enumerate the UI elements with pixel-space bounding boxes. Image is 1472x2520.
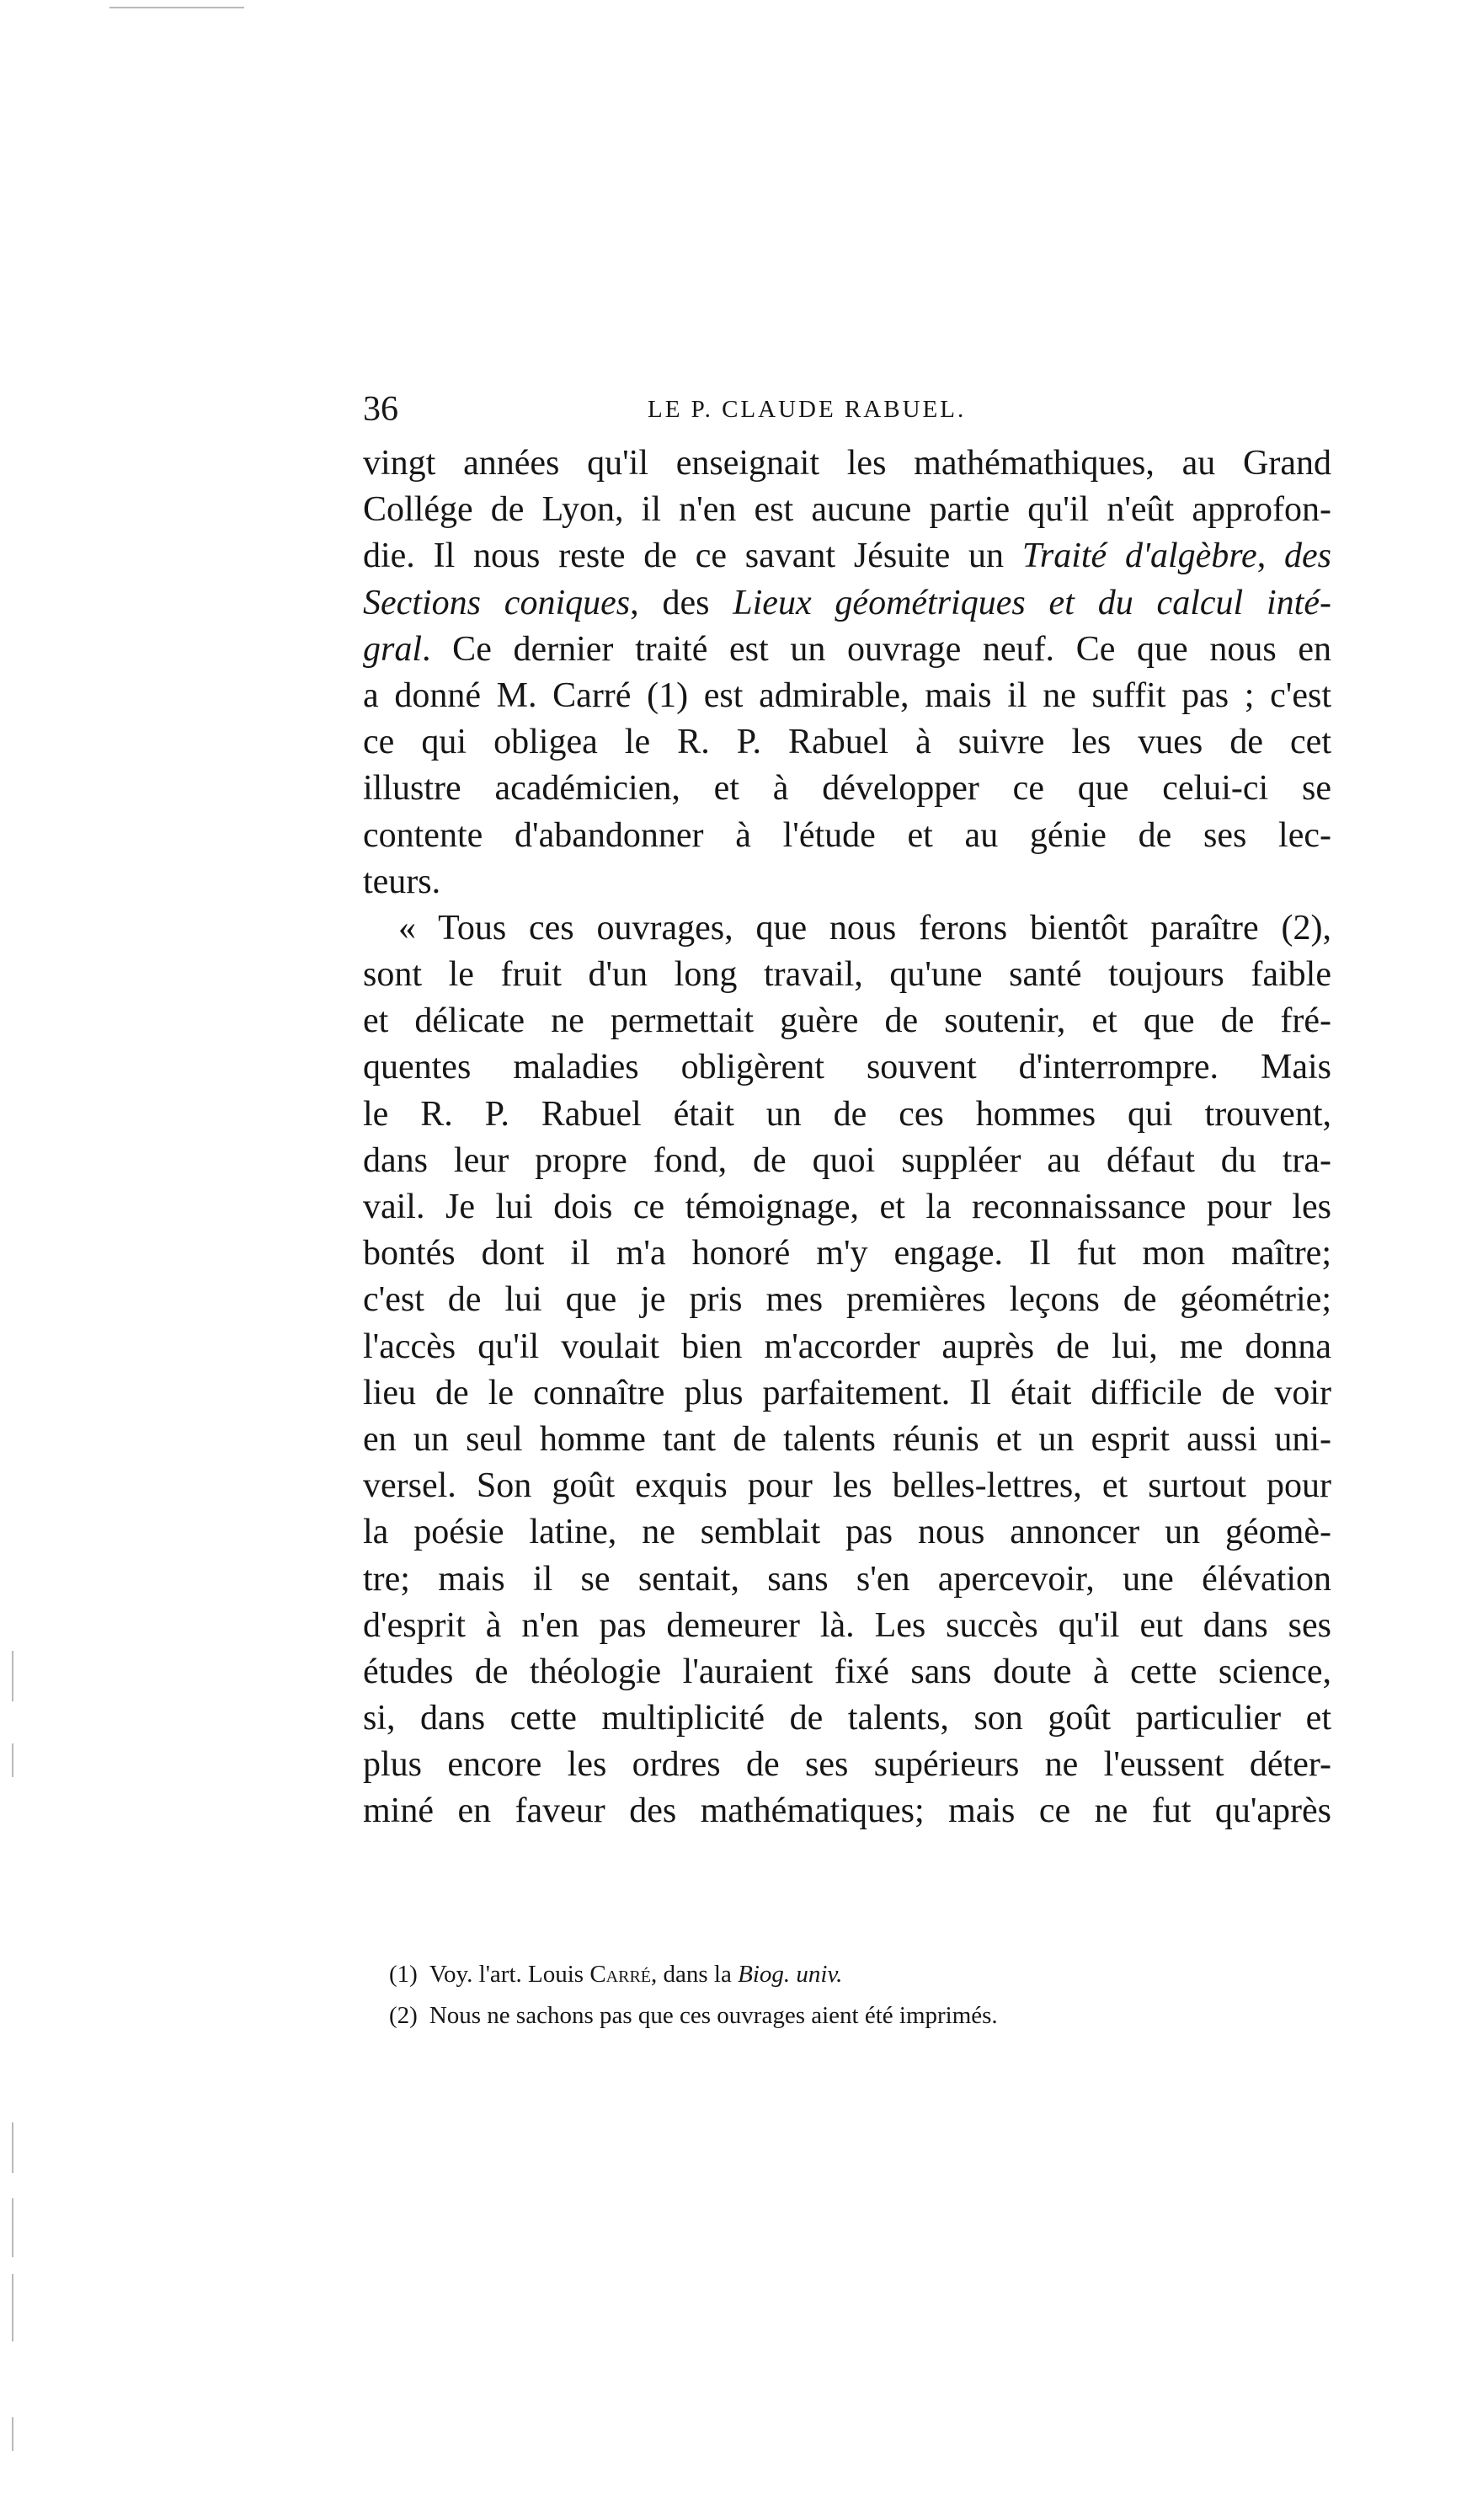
scan-edge-mark xyxy=(12,2274,13,2341)
text-line: et délicate ne permettait guère de soutenir, et que de fré- xyxy=(363,1001,1331,1041)
text-line: die. Il nous reste de ce savant Jésuite un Traité d'algèbre, des xyxy=(363,537,1331,576)
text-line: a donné M. Carré (1) est admirable, mais il ne suffit pas ; c'est xyxy=(363,675,1331,715)
text-line: ce qui obligea le R. P. Rabuel à suivre les vues de cet xyxy=(363,723,1331,762)
text-line: dans leur propre fond, de quoi suppléer au défaut du tra- xyxy=(363,1140,1331,1180)
footnote-1: (1) Voy. l'art. Louis Carré, dans la Biog. univ. xyxy=(389,1961,843,1988)
text-line: vail. Je lui dois ce témoignage, et la reconnaissance pour les xyxy=(363,1188,1331,1226)
text-line: en un seul homme tant de talents réunis et un esprit aussi uni- xyxy=(363,1419,1331,1459)
text-line: lieu de le connaître plus parfaitement. Il était difficile de voir xyxy=(363,1373,1331,1412)
text-line: c'est de lui que je pris mes premières leçons de géométrie; xyxy=(363,1280,1331,1320)
text-line: si, dans cette multiplicité de talents, son goût particulier et xyxy=(363,1699,1331,1738)
text-line: Sections coniques, des Lieux géométriques et du calcul inté- xyxy=(363,583,1331,622)
text-line: plus encore les ordres de ses supérieurs ne l'eussent déter- xyxy=(363,1745,1331,1785)
text-line: tre; mais il se sentait, sans s'en apercevoir, une élévation xyxy=(363,1559,1331,1599)
text-line: études de théologie l'auraient fixé sans doute à cette science, xyxy=(363,1652,1331,1691)
text-line: teurs. xyxy=(363,862,441,901)
text-line: quentes maladies obligèrent souvent d'interrompre. Mais xyxy=(363,1048,1331,1087)
text-line: l'accès qu'il voulait bien m'accorder auprès de lui, me donna xyxy=(363,1327,1331,1366)
text-line: versel. Son goût exquis pour les belles-lettres, et surtout pour xyxy=(363,1466,1331,1506)
text-line: Collége de Lyon, il n'en est aucune partie qu'il n'eût approfon- xyxy=(363,490,1331,530)
running-head: LE P. CLAUDE RABUEL. xyxy=(648,396,967,423)
text-line: vingt années qu'il enseignait les mathémathiques, au Grand xyxy=(363,444,1331,483)
text-line: le R. P. Rabuel était un de ces hommes qui trouvent, xyxy=(363,1094,1331,1134)
footnotes xyxy=(389,1954,1231,2037)
footnote-2: (2) Nous ne sachons pas que ces ouvrages aient été imprimés. xyxy=(389,2002,998,2029)
text-line: bontés dont il m'a honoré m'y engage. Il fut mon maître; xyxy=(363,1234,1331,1273)
text-line: « Tous ces ouvrages, que nous ferons bientôt paraître (2), xyxy=(398,908,1331,948)
text-line: sont le fruit d'un long travail, qu'une santé toujours faible xyxy=(363,955,1331,995)
text-line: la poésie latine, ne semblait pas nous annoncer un géomè- xyxy=(363,1513,1331,1552)
scan-edge-mark xyxy=(12,2417,13,2451)
scan-edge-mark xyxy=(12,2198,13,2257)
text-line: illustre académicien, et à développer ce que celui-ci se xyxy=(363,769,1331,809)
body-text xyxy=(363,440,1331,1835)
scan-edge-mark xyxy=(12,2122,13,2173)
page-number: 36 xyxy=(363,390,398,429)
scan-edge-mark xyxy=(12,1651,13,1701)
scan-edge-mark xyxy=(109,7,244,8)
footnote-number: (1) xyxy=(389,1961,418,1988)
scan-edge-mark xyxy=(12,1743,13,1777)
footnote-number: (2) xyxy=(389,2002,418,2029)
page-header xyxy=(363,389,1205,431)
text-line: gral. Ce dernier traité est un ouvrage neuf. Ce que nous en xyxy=(363,629,1331,669)
text-line: miné en faveur des mathématiques; mais ce ne fut qu'après xyxy=(363,1791,1331,1831)
text-line: d'esprit à n'en pas demeurer là. Les succès qu'il eut dans ses xyxy=(363,1605,1331,1645)
text-line: contente d'abandonner à l'étude et au génie de ses lec- xyxy=(363,815,1331,855)
